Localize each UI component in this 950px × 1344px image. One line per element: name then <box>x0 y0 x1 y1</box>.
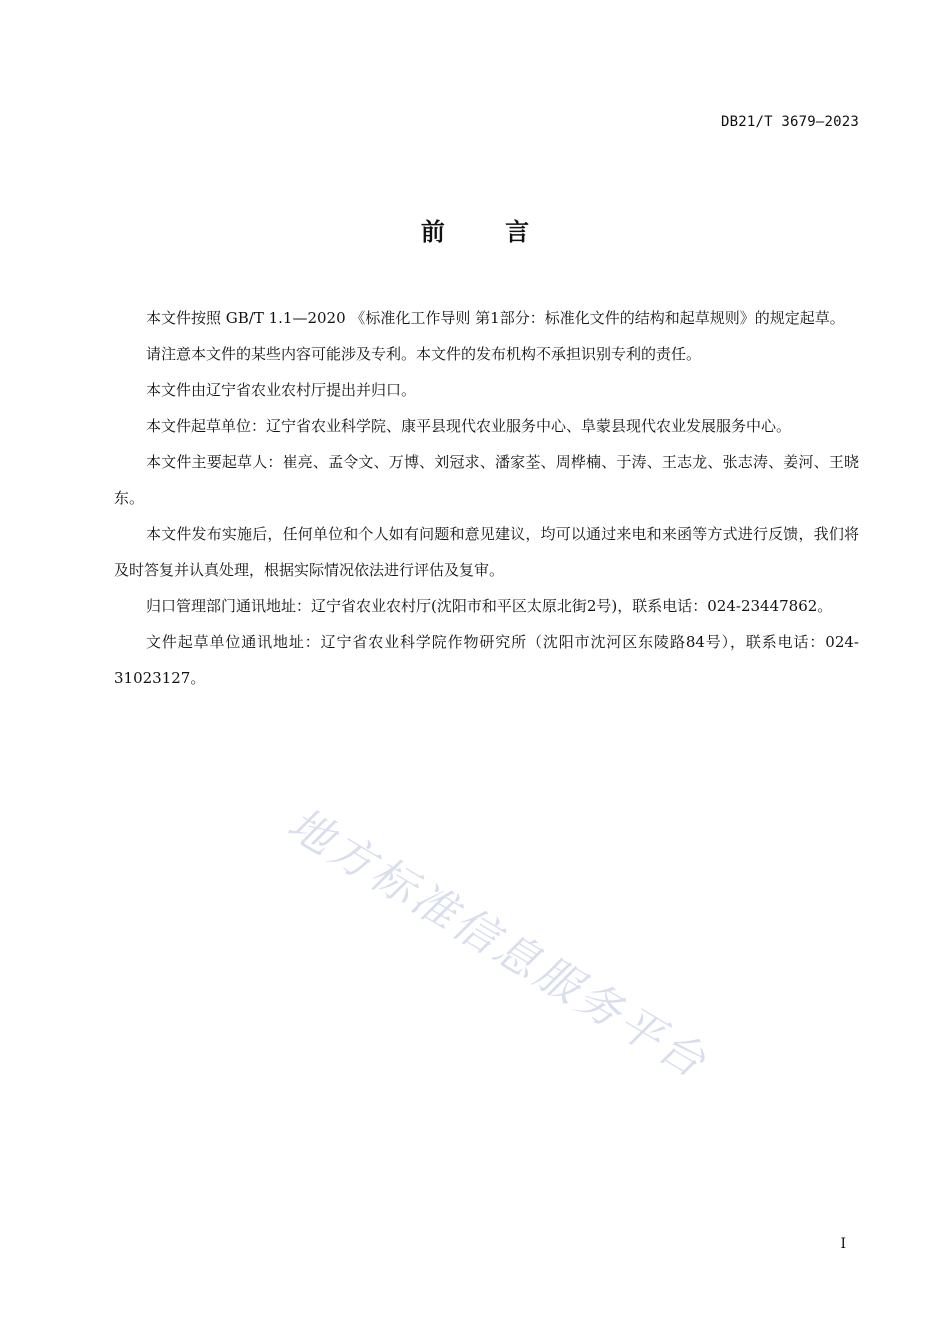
document-code: DB21/T 3679—2023 <box>720 114 859 130</box>
paragraph-authority-address: 归口管理部门通讯地址：辽宁省农业农村厅(沈阳市和平区太原北街2号)，联系电话：024-23447862。 <box>146 597 833 615</box>
paragraph-drafting-units: 本文件起草单位：辽宁省农业科学院、康平县现代农业服务中心、阜蒙县现代农业发展服务中心。 <box>146 417 792 435</box>
page-title: 前 言 <box>420 218 556 246</box>
document-body <box>114 300 859 696</box>
paragraph-drafter-address: 文件起草单位通讯地址：辽宁省农业科学院作物研究所（沈阳市沈河区东陵路84号），联系电话：024-31023127。 <box>114 633 859 687</box>
paragraph-proposer: 本文件由辽宁省农业农村厅提出并归口。 <box>146 381 417 399</box>
page-number: I <box>840 1236 846 1252</box>
paragraph-patent-notice: 请注意本文件的某些内容可能涉及专利。本文件的发布机构不承担识别专利的责任。 <box>146 345 702 363</box>
paragraph-feedback: 本文件发布实施后，任何单位和个人如有问题和意见建议，均可以通过来电和来函等方式进行反馈，我们将及时答复并认真处理，根据实际情况依法进行评估及复审。 <box>114 525 859 579</box>
paragraph-drafters: 本文件主要起草人：崔亮、孟令文、万博、刘冠求、潘家荃、周桦楠、于涛、王志龙、张志涛、姜河、王晓东。 <box>114 453 859 507</box>
watermark: 地方标准信息服务平台 <box>278 798 717 1090</box>
paragraph-drafting-rules: 本文件按照 GB/T 1.1—2020 《标准化工作导则 第1部分：标准化文件的结构和起草规则》的规定起草。 <box>146 309 845 327</box>
